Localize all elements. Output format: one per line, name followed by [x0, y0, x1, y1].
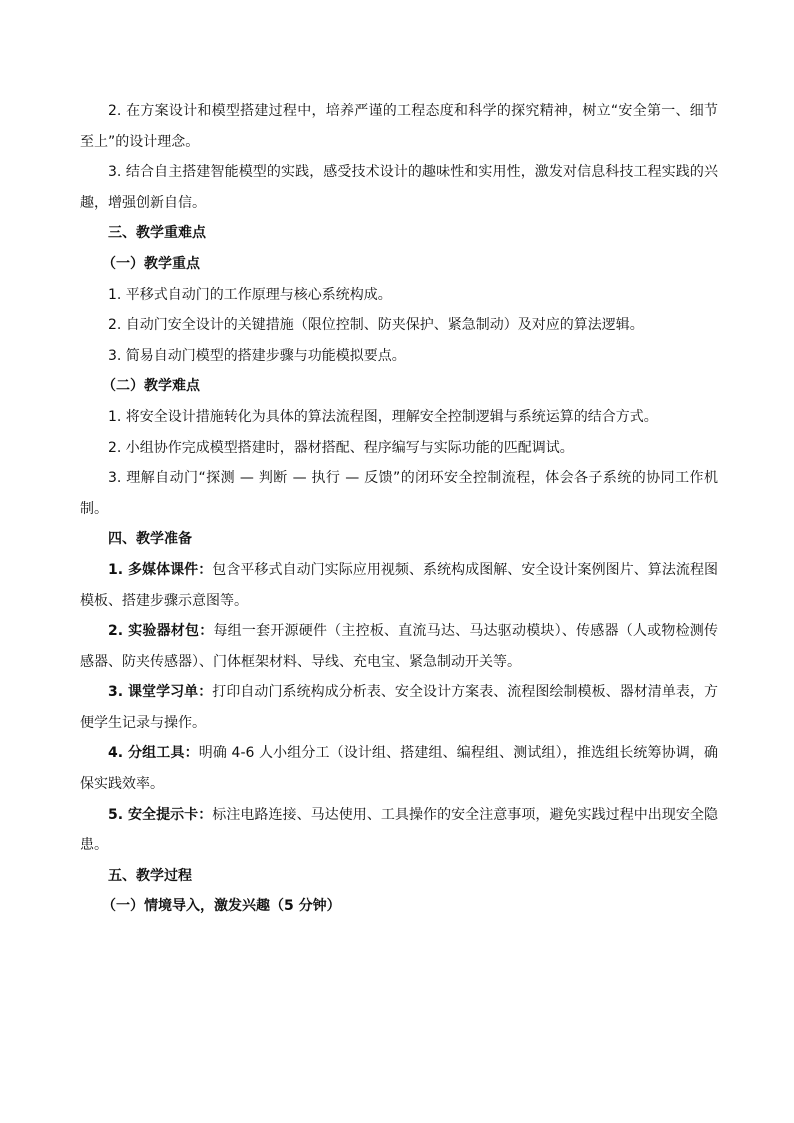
- preparation-item-text: 标注电路连接、马达使用、工具操作的安全注意事项，避免实践过程中出现安全隐患。: [80, 806, 718, 854]
- preparation-item-lead: 1. 多媒体课件：: [108, 561, 213, 578]
- key-point-item: 2. 自动门安全设计的关键措施（限位控制、防夹保护、紧急制动）及对应的算法逻辑。: [108, 317, 644, 334]
- section-heading-preparation: 四、教学准备: [108, 531, 192, 548]
- preparation-item: [80, 738, 718, 799]
- preparation-item: [80, 616, 718, 677]
- preparation-item-text: 明确 4-6 人小组分工（设计组、搭建组、编程组、测试组），推选组长统筹协调，确保实践效率。: [80, 745, 719, 793]
- preparation-item: [80, 555, 718, 616]
- preparation-item: [80, 800, 718, 861]
- preparation-item-lead: 4. 分组工具：: [108, 745, 199, 762]
- subheading-difficult-points: （二）教学难点: [102, 378, 200, 395]
- document-body: [80, 96, 718, 922]
- preparation-item-text: 每组一套开源硬件（主控板、直流马达、马达驱动模块）、传感器（人或物检测传感器、防夹传感器）、门体框架材料、导线、充电宝、紧急制动开关等。: [80, 623, 719, 670]
- preparation-item-lead: 2. 实验器材包：: [108, 623, 214, 640]
- subheading-situation-intro: （一）情境导入，激发兴趣（5 分钟）: [102, 898, 341, 915]
- key-point-item: 3. 简易自动门模型的搭建步骤与功能模拟要点。: [108, 347, 406, 364]
- preparation-item: [80, 677, 718, 738]
- goal-paragraph-3: 3. 结合自主搭建智能模型的实践，感受技术设计的趣味性和实用性，激发对信息科技工程实践的兴趣，增强创新自信。: [80, 164, 718, 211]
- difficult-point-item: 3. 理解自动门“探测 — 判断 — 执行 — 反馈”的闭环安全控制流程，体会各子系统的协同工作机制。: [80, 470, 718, 517]
- key-point-item: 1. 平移式自动门的工作原理与核心系统构成。: [108, 286, 392, 303]
- difficult-point-item: 2. 小组协作完成模型搭建时，器材搭配、程序编写与实际功能的匹配调试。: [108, 439, 574, 456]
- difficult-point-item: 1. 将安全设计措施转化为具体的算法流程图，理解安全控制逻辑与系统运算的结合方式。: [108, 408, 658, 425]
- goal-paragraph-2: 2. 在方案设计和模型搭建过程中，培养严谨的工程态度和科学的探究精神，树立“安全第一、细节至上”的设计理念。: [80, 103, 718, 150]
- section-heading-teaching-process: 五、教学过程: [108, 867, 192, 884]
- preparation-item-lead: 3. 课堂学习单：: [108, 684, 213, 701]
- subheading-key-points: （一）教学重点: [102, 255, 200, 272]
- preparation-item-text: 包含平移式自动门实际应用视频、系统构成图解、安全设计案例图片、算法流程图模板、搭建步骤示意图等。: [80, 561, 718, 609]
- section-heading-key-difficult-points: 三、教学重难点: [108, 225, 206, 242]
- preparation-item-text: 打印自动门系统构成分析表、安全设计方案表、流程图绘制模板、器材清单表，方便学生记录与操作。: [80, 684, 718, 731]
- preparation-item-lead: 5. 安全提示卡：: [108, 806, 213, 823]
